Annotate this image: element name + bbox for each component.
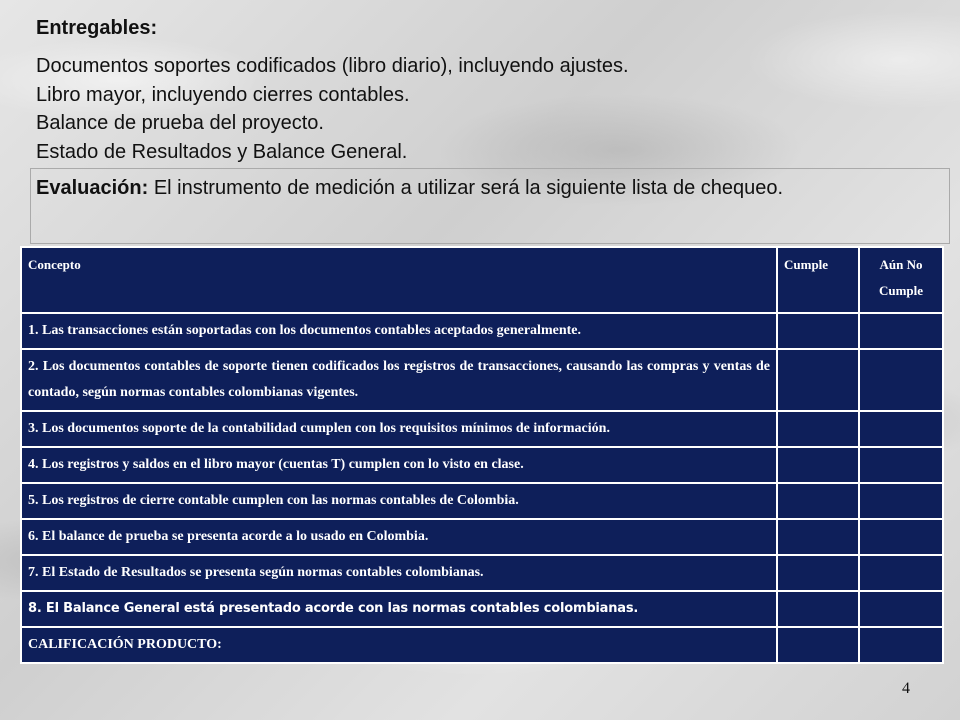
deliverables-list bbox=[36, 52, 629, 166]
criterion-text: 5. Los registros de cierre contable cumplen con las normas contables de Colombia. bbox=[21, 483, 777, 519]
checklist-header-row bbox=[21, 247, 943, 313]
criterion-text: 4. Los registros y saldos en el libro mayor (cuentas T) cumplen con lo visto en clase. bbox=[21, 447, 777, 483]
cumple-cell[interactable] bbox=[777, 591, 859, 627]
cumple-cell[interactable] bbox=[777, 349, 859, 411]
cumple-cell[interactable] bbox=[777, 555, 859, 591]
evaluation-paragraph bbox=[36, 174, 866, 203]
aun-no-cumple-cell[interactable] bbox=[859, 555, 943, 591]
table-row bbox=[21, 411, 943, 447]
cumple-cell[interactable] bbox=[777, 447, 859, 483]
deliverable-item: Documentos soportes codificados (libro diario), incluyendo ajustes. bbox=[36, 55, 629, 77]
criterion-text: 7. El Estado de Resultados se presenta según normas contables colombianas. bbox=[21, 555, 777, 591]
deliverable-item: Estado de Resultados y Balance General. bbox=[36, 140, 408, 163]
criterion-text: 6. El balance de prueba se presenta acorde a lo usado en Colombia. bbox=[21, 519, 777, 555]
aun-no-cumple-cell[interactable] bbox=[859, 591, 943, 627]
checklist-table bbox=[20, 246, 944, 664]
page-number: 4 bbox=[902, 680, 910, 697]
cumple-cell[interactable] bbox=[777, 411, 859, 447]
deliverable-item: Balance de prueba del proyecto. bbox=[36, 112, 324, 134]
total-row bbox=[21, 627, 943, 663]
criterion-text: 2. Los documentos contables de soporte tienen codificados los registros de transacciones, causando las compras y ventas de contado, según normas contables colombianas vigentes. bbox=[21, 349, 777, 411]
aun-no-cumple-cell[interactable] bbox=[859, 447, 943, 483]
deliverables-heading: Entregables: bbox=[36, 17, 158, 39]
table-row bbox=[21, 555, 943, 591]
total-aun-no-cumple-cell[interactable] bbox=[859, 627, 943, 663]
criterion-text: 1. Las transacciones están soportadas con los documentos contables aceptados generalmente. bbox=[21, 313, 777, 349]
criterion-text: 8. El Balance General está presentado acorde con las normas contables colombianas. bbox=[21, 591, 777, 627]
table-row bbox=[21, 591, 943, 627]
header-cumple: Cumple bbox=[777, 247, 859, 313]
table-row bbox=[21, 483, 943, 519]
table-row bbox=[21, 349, 943, 411]
table-row bbox=[21, 519, 943, 555]
criterion-text: 3. Los documentos soporte de la contabilidad cumplen con los requisitos mínimos de información. bbox=[21, 411, 777, 447]
table-row bbox=[21, 313, 943, 349]
aun-no-cumple-cell[interactable] bbox=[859, 349, 943, 411]
aun-no-cumple-cell[interactable] bbox=[859, 411, 943, 447]
header-aun-no-cumple: Aún No Cumple bbox=[859, 247, 943, 313]
total-cumple-cell[interactable] bbox=[777, 627, 859, 663]
cumple-cell[interactable] bbox=[777, 519, 859, 555]
table-row bbox=[21, 447, 943, 483]
evaluation-text: El instrumento de medición a utilizar será la siguiente lista de chequeo. bbox=[148, 177, 784, 199]
cumple-cell[interactable] bbox=[777, 313, 859, 349]
header-concepto: Concepto bbox=[21, 247, 777, 313]
total-label: CALIFICACIÓN PRODUCTO: bbox=[21, 627, 777, 663]
aun-no-cumple-cell[interactable] bbox=[859, 483, 943, 519]
deliverable-item: Libro mayor, incluyendo cierres contables. bbox=[36, 83, 410, 106]
evaluation-label: Evaluación: bbox=[36, 177, 149, 199]
aun-no-cumple-cell[interactable] bbox=[859, 313, 943, 349]
cumple-cell[interactable] bbox=[777, 483, 859, 519]
aun-no-cumple-cell[interactable] bbox=[859, 519, 943, 555]
